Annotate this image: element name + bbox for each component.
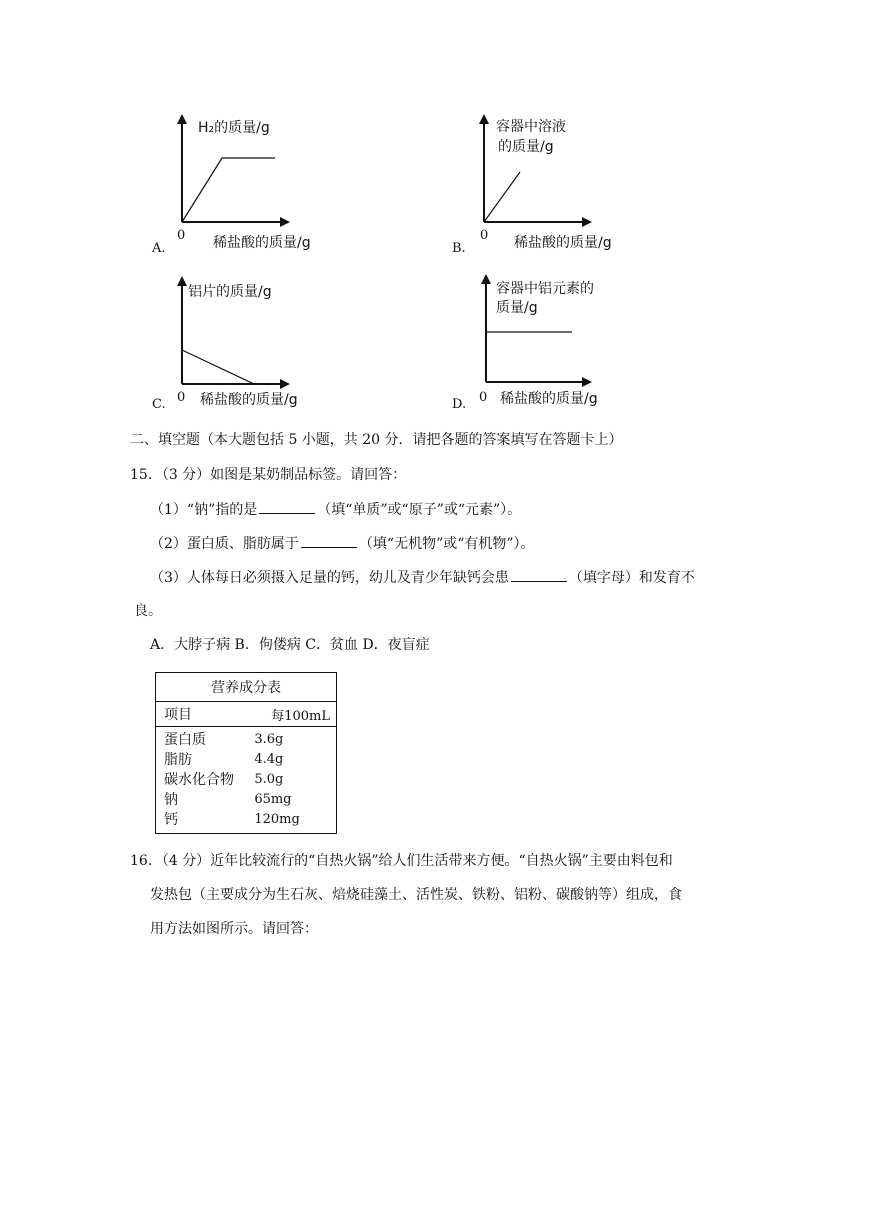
q15-part1-blank[interactable] xyxy=(259,499,315,514)
q16-line2: 发热包（主要成分为生石灰、焙烧硅藻土、活性炭、铁粉、铝粉、碳酸钠等）组成，食 xyxy=(150,887,682,903)
q15-part2 xyxy=(150,533,535,554)
q15-part2-text: （2）蛋白质、脂肪属于 xyxy=(150,536,299,552)
table-cell-name: 钙 xyxy=(164,812,178,828)
q15-part2-blank[interactable] xyxy=(301,533,357,548)
graph-c-curve xyxy=(182,350,254,384)
table-row xyxy=(156,727,337,750)
table-row xyxy=(156,769,337,789)
table-row xyxy=(156,749,337,769)
nutrition-table xyxy=(155,672,337,834)
q15-part3-blank[interactable] xyxy=(511,567,567,582)
graph-d-origin: 0 xyxy=(479,390,488,405)
q15-part3-cont: 良。 xyxy=(134,603,162,619)
graph-d-ylabel-line2: 质量/g xyxy=(496,300,538,316)
q15-choices: A．大脖子病 B．佝偻病 C．贫血 D．夜盲症 xyxy=(150,637,430,653)
table-cell-name: 碳水化合物 xyxy=(164,772,234,788)
graph-c-xlabel: 稀盐酸的质量/g xyxy=(200,392,298,408)
q15-part3 xyxy=(150,567,695,588)
graph-c-ylabel: 铝片的质量/g xyxy=(188,284,272,300)
table-cell-value: 3.6g xyxy=(254,731,284,747)
graph-b-ylabel-line1: 容器中溶液 xyxy=(496,119,566,135)
graph-b-xlabel: 稀盐酸的质量/g xyxy=(514,235,612,251)
table-cell-value: 65mg xyxy=(254,791,292,807)
table-cell-value: 120mg xyxy=(254,811,300,827)
graph-c-origin: 0 xyxy=(177,390,186,405)
graph-d-ylabel-line1: 容器中铝元素的 xyxy=(496,281,594,297)
table-header-per: 每100mL xyxy=(254,702,336,727)
q15-part1-hint: （填“单质”或“原子”或“元素”）。 xyxy=(317,502,522,518)
option-a-label: A. xyxy=(152,241,166,256)
table-cell-name: 蛋白质 xyxy=(164,732,206,748)
graph-b-ylabel-line2: 的质量/g xyxy=(498,139,554,155)
table-cell-value: 5.0g xyxy=(254,771,284,787)
table-row xyxy=(156,809,337,834)
graph-d-xlabel: 稀盐酸的质量/g xyxy=(500,391,598,407)
table-cell-value: 4.4g xyxy=(254,751,284,767)
graph-a-ylabel: H₂的质量/g xyxy=(198,120,270,136)
q15-stem: 15．（3 分）如图是某奶制品标签。请回答： xyxy=(130,467,407,483)
graph-b-origin: 0 xyxy=(480,228,489,243)
graph-a-curve xyxy=(182,158,275,222)
option-d-label: D. xyxy=(452,397,467,412)
nutrition-table-title: 营养成分表 xyxy=(156,673,337,702)
q15-part3-hint: （填字母）和发育不 xyxy=(568,570,695,586)
option-c-label: C. xyxy=(152,397,166,412)
q15-part1 xyxy=(150,499,521,520)
section-heading: 二、填空题（本大题包括 5 小题，共 20 分．请把各题的答案填写在答题卡上） xyxy=(130,432,623,448)
q16-line1: 16．（4 分）近年比较流行的“自热火锅”给人们生活带来方便。“自热火锅”主要由料包和 xyxy=(130,853,673,869)
table-row xyxy=(156,789,337,809)
graph-a-origin: 0 xyxy=(177,228,186,243)
option-b-label: B. xyxy=(452,241,466,256)
table-cell-name: 脂肪 xyxy=(164,752,192,768)
q15-part3-text: （3）人体每日必须摄入足量的钙，幼儿及青少年缺钙会患 xyxy=(150,570,509,586)
graph-a-xlabel: 稀盐酸的质量/g xyxy=(213,235,311,251)
q16-line3: 用方法如图所示。请回答： xyxy=(150,921,318,937)
graph-b-curve xyxy=(484,172,520,222)
table-header-item: 项目 xyxy=(156,702,255,727)
q15-part2-hint: （填“无机物”或“有机物”）。 xyxy=(358,536,535,552)
q15-part1-text: （1）“钠”指的是 xyxy=(150,502,258,518)
table-cell-name: 钠 xyxy=(164,792,178,808)
